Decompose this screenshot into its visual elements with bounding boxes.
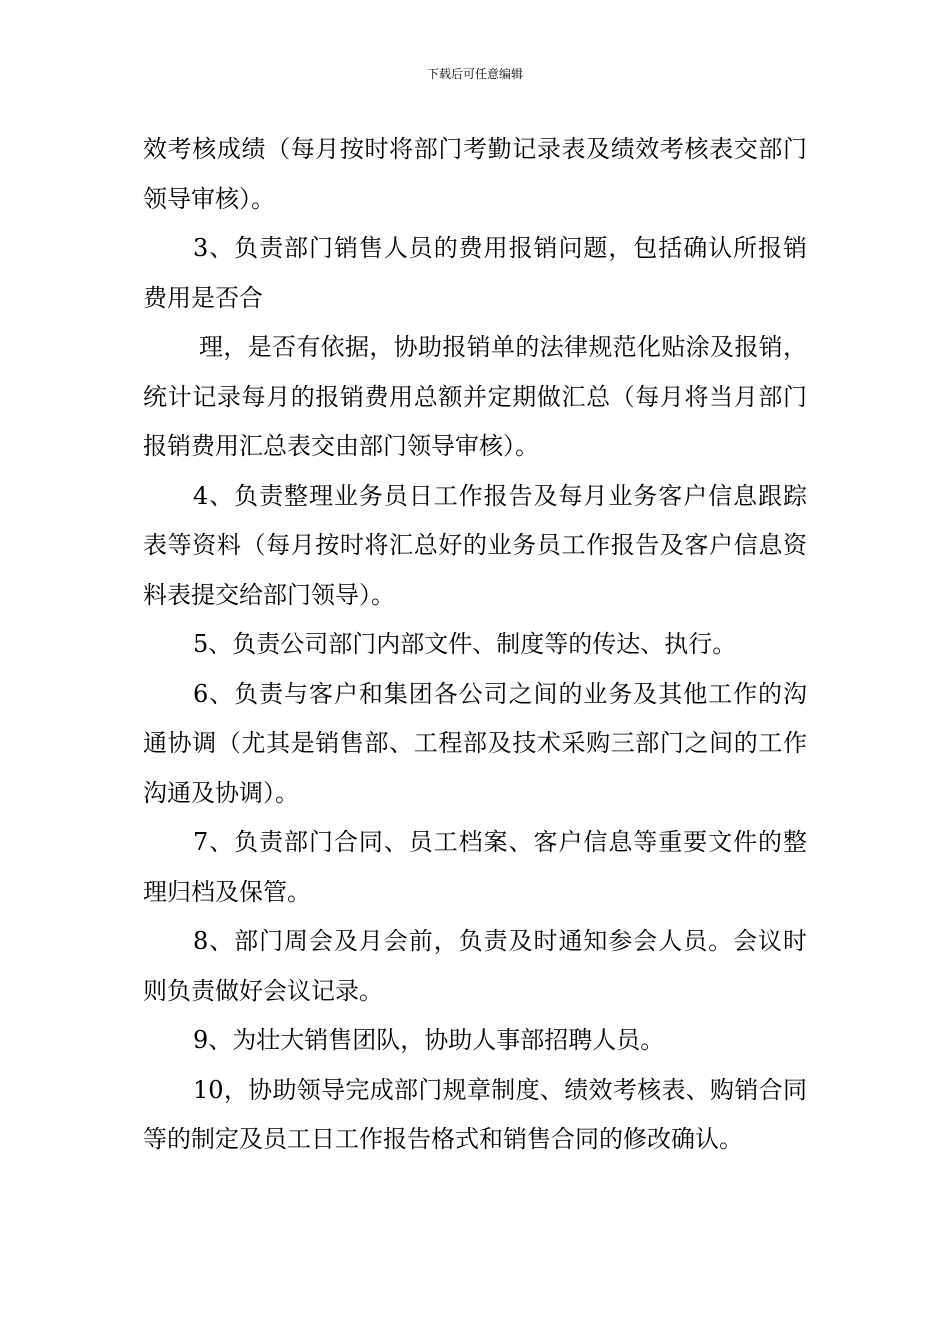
paragraph-item-6: 6、负责与客户和集团各公司之间的业务及其他工作的沟通协调（尤其是销售部、工程部及技术采购三部门之间的工作沟通及协调）。 — [143, 679, 807, 807]
page-header: 下载后可任意编辑 — [426, 67, 523, 81]
paragraph-item-9: 9、为壮大销售团队，协助人事部招聘人员。 — [193, 1026, 665, 1054]
paragraph-item-3-continued: 理，是否有依据，协助报销单的法律规范化贴涂及报销，统计记录每月的报销费用总额并定期做汇总（每月将当月部门报销费用汇总表交由部门领导审核）。 — [143, 333, 807, 460]
paragraph-item-10: 10，协助领导完成部门规章制度、绩效考核表、购销合同等的制定及员工日工作报告格式和销售合同的修改确认。 — [143, 1075, 807, 1153]
document-body — [143, 125, 807, 1165]
paragraph-item-5: 5、负责公司部门内部文件、制度等的传达、执行。 — [193, 630, 737, 658]
paragraph-item-3: 3、负责部门销售人员的费用报销问题，包括确认所报销费用是否合 — [143, 234, 807, 312]
paragraph-item-8: 8、部门周会及月会前，负责及时通知参会人员。会议时则负责做好会议记录。 — [143, 927, 807, 1005]
paragraph-item-4: 4、负责整理业务员日工作报告及每月业务客户信息跟踪表等资料（每月按时将汇总好的业务员工作报告及客户信息资料表提交给部门领导）。 — [143, 481, 807, 609]
paragraph-continuation: 效考核成绩（每月按时将部门考勤记录表及绩效考核表交部门领导审核）。 — [143, 135, 807, 213]
paragraph-item-7: 7、负责部门合同、员工档案、客户信息等重要文件的整理归档及保管。 — [143, 828, 807, 906]
